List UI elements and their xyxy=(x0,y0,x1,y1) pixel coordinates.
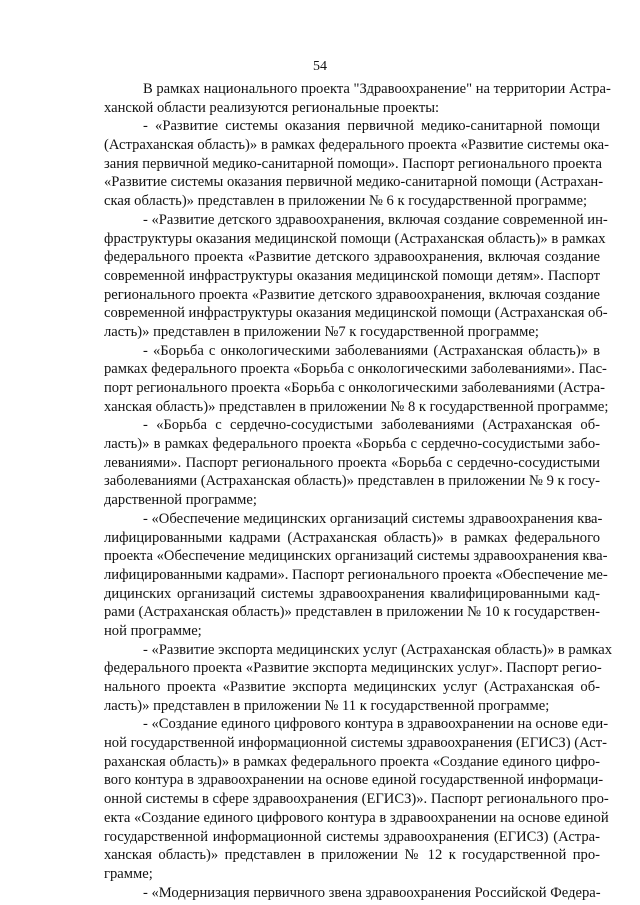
text-line: ной программе; xyxy=(104,622,202,639)
text-line: федерального проекта «Развитие детского здравоохранения, включая создание xyxy=(104,249,600,266)
text-line: онной системы в сфере здравоохранения (ЕГИСЗ)». Паспорт регионального про- xyxy=(104,791,609,808)
paragraph xyxy=(104,510,608,641)
text-line: лифицированными кадрами». Паспорт регионального проекта «Обеспечение ме- xyxy=(104,566,608,583)
text-line: - «Развитие детского здравоохранения, включая создание современной ин- xyxy=(143,211,608,228)
text-line: порт регионального проекта «Борьба с онкологическими заболеваниями (Астра- xyxy=(104,380,605,396)
text-line: вого контура в здравоохранении на основе единой государственной информаци- xyxy=(104,772,604,789)
text-line: - «Создание единого цифрового контура в здравоохранении на основе еди- xyxy=(143,716,609,733)
text-line: ханской области реализуются региональные проекты: xyxy=(104,99,440,116)
paragraph xyxy=(104,715,609,883)
paragraph xyxy=(104,641,613,716)
text-line: федерального проекта «Развитие экспорта медицинских услуг». Паспорт регио- xyxy=(104,660,602,677)
text-line: - «Развитие системы оказания первичной медико-санитарной помощи xyxy=(143,118,600,135)
paragraph xyxy=(104,342,609,417)
text-line: - «Модернизация первичного звена здравоохранения Российской Федера- xyxy=(143,884,601,901)
text-line: ласть)» в рамках федерального проекта «Борьба с сердечно-сосудистыми забо- xyxy=(104,436,600,453)
text-line: дарственной программе; xyxy=(104,492,257,509)
text-line: (Астраханская область)» в рамках федерального проекта «Развитие системы ока- xyxy=(104,137,609,154)
paragraph xyxy=(104,117,609,210)
text-line: современной инфраструктуры оказания медицинской помощи детям». Паспорт xyxy=(104,267,600,284)
text-line: ной государственной информационной системы здравоохранения (ЕГИСЗ) (Аст- xyxy=(104,735,607,752)
text-line: рамках федерального проекта «Борьба с онкологическими заболеваниями». Пас- xyxy=(104,361,607,378)
paragraph xyxy=(104,416,600,509)
paragraph xyxy=(104,884,600,903)
text-line: современной инфраструктуры оказания медицинской помощи (Астраханская об- xyxy=(104,305,608,322)
text-line: - «Борьба с сердечно-сосудистыми заболеваниями (Астраханская об- xyxy=(143,417,600,434)
paragraph xyxy=(104,211,608,342)
text-line: «Развитие системы оказания первичной медико-санитарной помощи (Астрахан- xyxy=(104,174,604,191)
text-line: грамме; xyxy=(104,865,153,882)
body-text xyxy=(104,80,613,902)
text-line: зания первичной медико-санитарной помощи». Паспорт регионального проекта xyxy=(104,155,602,172)
text-line: заболеваниями (Астраханская область)» представлен в приложении № 9 к госу- xyxy=(104,473,600,490)
text-line: - «Борьба с онкологическими заболеваниями (Астраханская область)» в xyxy=(143,342,600,359)
text-line: государственной информационной системы здравоохранения (ЕГИСЗ) (Астра- xyxy=(104,828,600,845)
text-line: леваниями». Паспорт регионального проекта «Борьба с сердечно-сосудистыми xyxy=(104,454,600,471)
text-line: - «Обеспечение медицинских организаций системы здравоохранения ква- xyxy=(143,510,603,527)
text-line: рами (Астраханская область)» представлен в приложении № 10 к государствен- xyxy=(104,604,600,621)
text-line: екта «Создание единого цифрового контура в здравоохранении на основе единой xyxy=(104,809,609,826)
text-line: ская область)» представлен в приложении № 6 к государственной программе; xyxy=(104,193,588,210)
text-line: лифицированными кадрами (Астраханская область)» в рамках федерального xyxy=(104,529,600,546)
page-number: 54 xyxy=(313,59,327,74)
text-line: ханская область)» представлен в приложении № 12 к государственной про- xyxy=(104,847,600,864)
text-line: регионального проекта «Развитие детского здравоохранения, включая создание xyxy=(104,286,600,303)
text-line: дицинских организаций системы здравоохранения квалифицированными кад- xyxy=(104,585,600,602)
text-line: раханская область)» в рамках федерального проекта «Создание единого цифро- xyxy=(104,753,600,770)
text-line: ласть)» представлен в приложении №7 к государственной программе; xyxy=(104,323,539,340)
paragraph xyxy=(104,80,611,117)
text-line: проекта «Обеспечение медицинских организаций системы здравоохранения ква- xyxy=(104,548,608,565)
text-line: ласть)» представлен в приложении № 11 к государственной программе; xyxy=(104,697,550,714)
text-line: - «Развитие экспорта медицинских услуг (Астраханская область)» в рамках xyxy=(143,641,613,658)
text-line: В рамках национального проекта "Здравоохранение" на территории Астра- xyxy=(143,81,611,97)
text-line: фраструктуры оказания медицинской помощи (Астраханская область)» в рамках xyxy=(104,230,606,247)
text-line: ханская область)» представлен в приложении № 8 к государственной программе; xyxy=(104,398,609,415)
text-line: нального проекта «Развитие экспорта медицинских услуг (Астраханская об- xyxy=(104,679,600,695)
